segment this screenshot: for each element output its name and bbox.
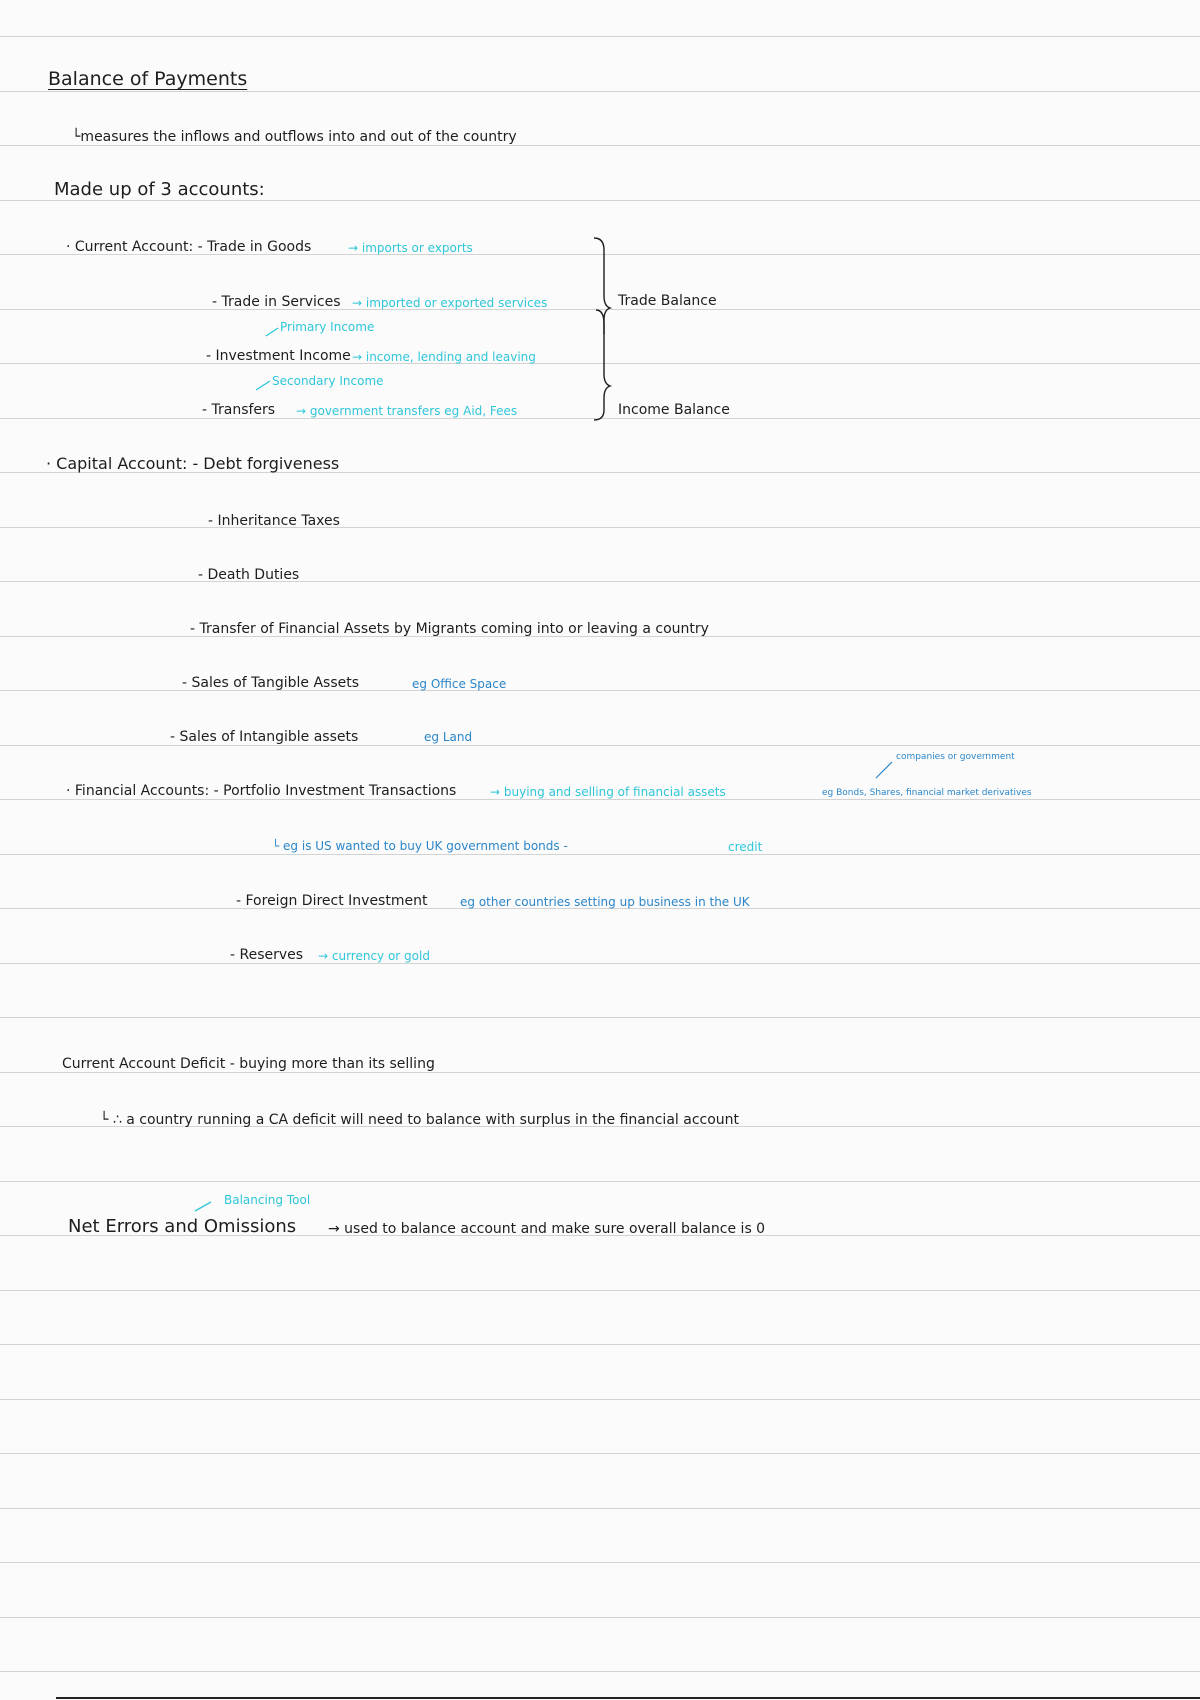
ruled-line (0, 1399, 1200, 1400)
companies-note: companies or government (896, 752, 1015, 762)
services-item: - Trade in Services (212, 294, 341, 310)
services-note: → imported or exported services (352, 296, 548, 310)
ruled-line (0, 527, 1200, 528)
ruled-line (0, 745, 1200, 746)
ruled-line (0, 91, 1200, 92)
tangible-note: eg Office Space (412, 677, 507, 691)
portfolio-note: → buying and selling of financial assets (490, 785, 726, 799)
deficit-line: Current Account Deficit - buying more than its selling (62, 1056, 435, 1072)
made-up-heading: Made up of 3 accounts: (54, 179, 265, 200)
ruled-line (0, 1453, 1200, 1454)
fdi-item: - Foreign Direct Investment (236, 893, 428, 909)
reserves-item: - Reserves (230, 947, 304, 963)
current-account-label: · Current Account: - Trade in Goods (66, 239, 312, 255)
portfolio-credit: credit (728, 840, 763, 854)
ruled-line (0, 1344, 1200, 1345)
ruled-line (0, 1508, 1200, 1509)
balancing-tool-note: Balancing Tool (224, 1193, 311, 1207)
reserves-note: → currency or gold (318, 949, 430, 963)
ruled-line (0, 1072, 1200, 1073)
net-errors-label: Net Errors and Omissions (68, 1216, 297, 1237)
intangible-note: eg Land (424, 730, 473, 744)
ruled-line (0, 963, 1200, 964)
investment-item: - Investment Income (206, 348, 351, 364)
ruled-line (0, 1562, 1200, 1563)
primary-income-label: Primary Income (280, 320, 375, 334)
bottom-rule (56, 1697, 1200, 1699)
financial-account-label: · Financial Accounts: - Portfolio Investment Transactions (66, 783, 457, 799)
net-errors-text: → used to balance account and make sure overall balance is 0 (328, 1221, 766, 1237)
ruled-line (0, 799, 1200, 800)
balancing-tick (192, 1198, 216, 1214)
capital-item-migrants: - Transfer of Financial Assets by Migrants coming into or leaving a country (190, 621, 709, 637)
capital-item-intangible: - Sales of Intangible assets (170, 729, 359, 745)
capital-item-tangible: - Sales of Tangible Assets (182, 675, 360, 691)
trade-balance-label: Trade Balance (618, 293, 717, 309)
deficit-note: └ ∴ a country running a CA deficit will need to balance with surplus in the financial account (100, 1112, 740, 1128)
ruled-line (0, 1671, 1200, 1672)
ruled-line (0, 145, 1200, 146)
ruled-line (0, 36, 1200, 37)
ruled-line (0, 1181, 1200, 1182)
income-balance-label: Income Balance (618, 402, 730, 418)
capital-item-death-duties: - Death Duties (198, 567, 300, 583)
ruled-line (0, 1017, 1200, 1018)
capital-item-inheritance: - Inheritance Taxes (208, 513, 340, 529)
intro-line: └measures the inflows and outflows into and out of the country (72, 129, 517, 145)
page-title: Balance of Payments (48, 68, 248, 90)
goods-note: → imports or exports (348, 241, 473, 255)
portfolio-example: └ eg is US wanted to buy UK government bonds - (272, 839, 568, 853)
secondary-income-label: Secondary Income (272, 374, 384, 388)
ruled-line (0, 200, 1200, 201)
capital-account-label: · Capital Account: - Debt forgiveness (46, 454, 340, 473)
companies-tick (872, 756, 896, 780)
ruled-line (0, 1617, 1200, 1618)
fdi-note: eg other countries setting up business in the UK (460, 895, 750, 909)
ruled-line (0, 854, 1200, 855)
portfolio-eg: eg Bonds, Shares, financial market derivatives (822, 788, 1032, 798)
ruled-line (0, 1290, 1200, 1291)
ruled-line (0, 690, 1200, 691)
ruled-line (0, 581, 1200, 582)
transfers-item: - Transfers (202, 402, 276, 418)
brace-icon (592, 234, 616, 424)
investment-note: → income, lending and leaving (352, 350, 536, 364)
transfers-note: → government transfers eg Aid, Fees (296, 404, 518, 418)
